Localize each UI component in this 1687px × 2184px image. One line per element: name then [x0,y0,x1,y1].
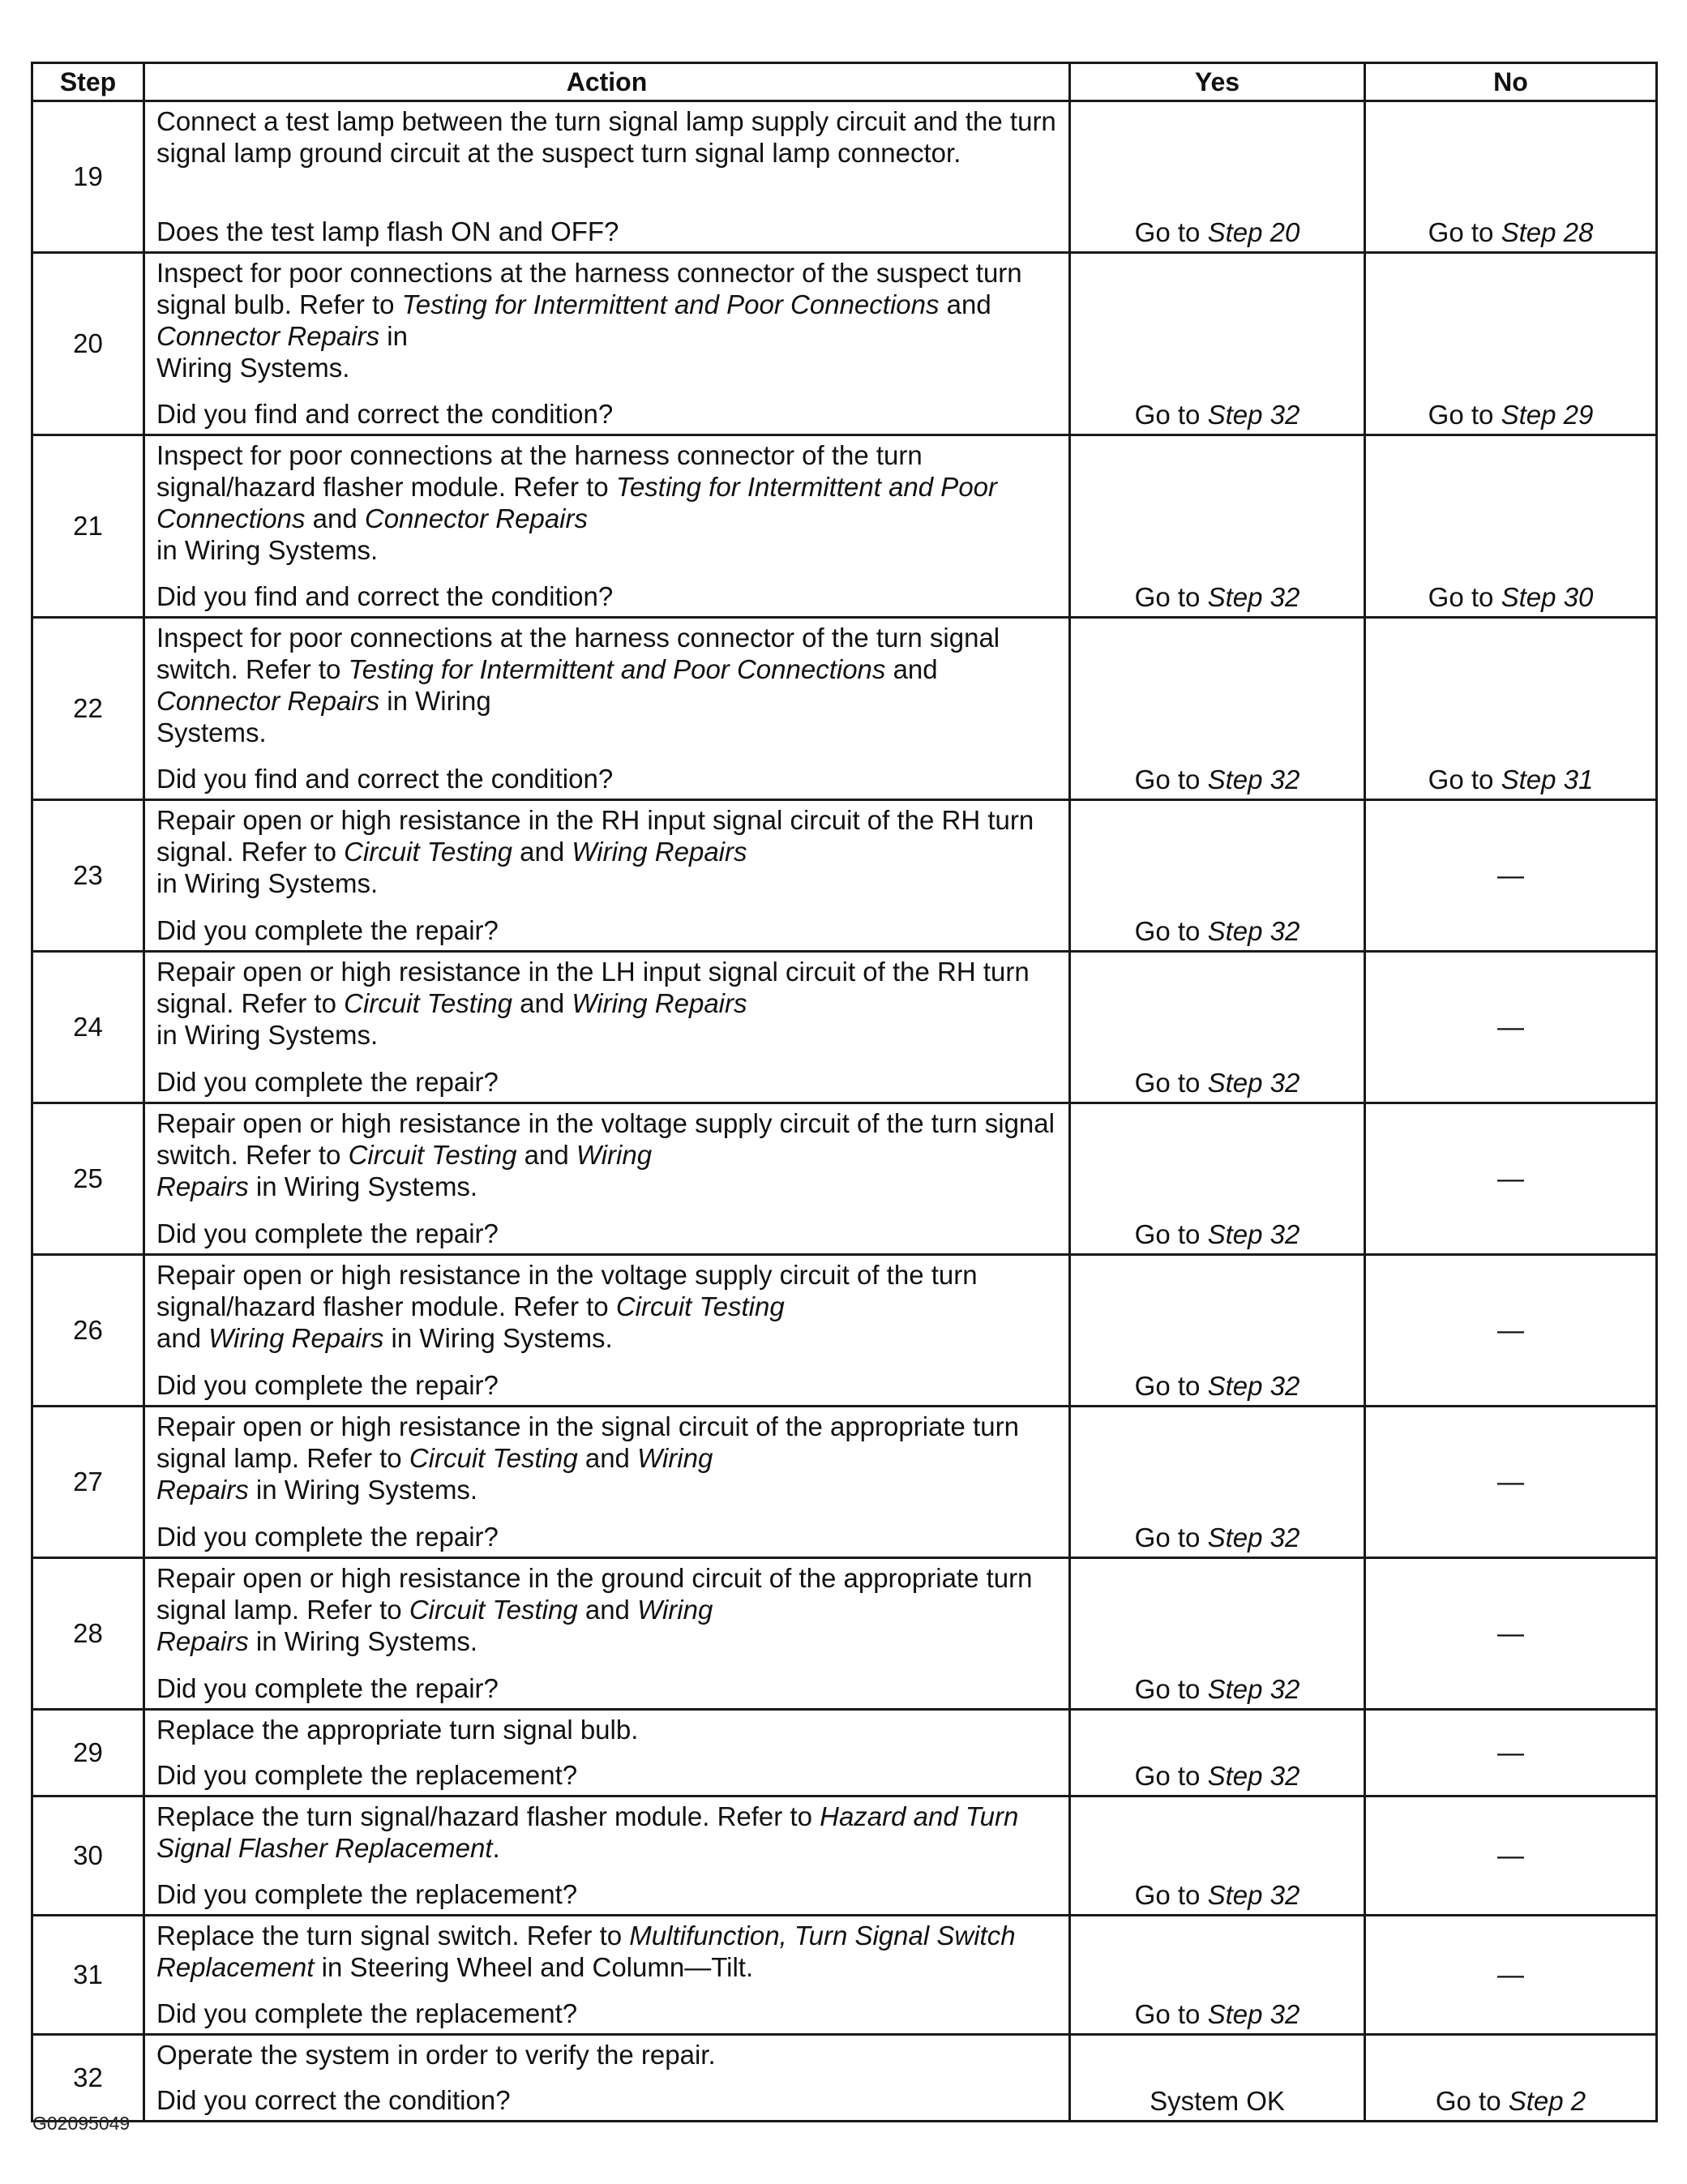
action-question: Did you complete the repair? [156,915,499,945]
no-result [1365,952,1657,1103]
table-row [32,1558,1657,1710]
no-result [1365,1710,1657,1796]
action-cell [144,2035,1070,2122]
yes-prefix: Go to [1134,1674,1201,1704]
yes-result [1070,2035,1365,2122]
yes-result [1070,435,1365,618]
no-prefix: Go to [1428,217,1494,247]
action-question: Does the test lamp flash ON and OFF? [156,216,619,246]
yes-result [1070,800,1365,952]
yes-step-link: Step 32 [1207,1068,1300,1098]
yes-result [1070,1407,1365,1558]
table-row [32,1255,1657,1407]
action-cell [144,618,1070,800]
action-cell [144,1255,1070,1407]
action-question: Did you find and correct the condition? [156,764,614,794]
table-row [32,618,1657,800]
yes-prefix: Go to [1134,1068,1201,1098]
yes-result [1070,1103,1365,1255]
table-row [32,1407,1657,1558]
step-number: 20 [32,253,144,435]
header-no: No [1365,63,1657,101]
action-instruction: Repair open or high resistance in the voltage supply circuit of the turn signal switch. Refer to Circuit Testing and Wiring Repairs in Wiring Systems. [156,1108,1055,1201]
action-question: Did you complete the repair? [156,1522,499,1552]
no-dash: — [1497,1959,1524,1989]
yes-step-link: Step 32 [1207,582,1300,612]
yes-step-link: Step 20 [1207,217,1300,247]
yes-result [1070,1916,1365,2035]
action-question: Did you correct the condition? [156,2085,511,2115]
step-number: 28 [32,1558,144,1710]
figure-id: G02095049 [32,2113,131,2134]
yes-step-link: Step 32 [1207,916,1300,946]
no-result [1365,253,1657,435]
yes-step-link: Step 32 [1207,1674,1300,1704]
yes-prefix: Go to [1134,1999,1201,2029]
action-instruction: Inspect for poor connections at the harness connector of the turn signal/hazard flasher module. Refer to Testing for Intermittent and Poor Connections and Connector Repairs in Wiring Systems. [156,440,998,565]
header-action: Action [144,63,1070,101]
action-instruction: Connect a test lamp between the turn signal lamp supply circuit and the turn signal lamp ground circuit at the suspect turn signal lamp connector. [156,106,1056,168]
no-result [1365,1558,1657,1710]
yes-prefix: Go to [1134,1761,1201,1791]
no-dash: — [1497,860,1524,890]
yes-result [1070,1558,1365,1710]
no-prefix: Go to [1428,400,1494,430]
no-step-link: Step 30 [1501,582,1594,612]
yes-step-link: Step 32 [1207,1761,1300,1791]
action-instruction: Replace the appropriate turn signal bulb. [156,1715,639,1745]
step-number: 26 [32,1255,144,1407]
no-dash: — [1497,1467,1524,1497]
step-number: 30 [32,1796,144,1916]
step-number: 32 [32,2035,144,2122]
action-cell [144,800,1070,952]
yes-result [1070,1710,1365,1796]
yes-result [1070,952,1365,1103]
action-cell [144,1916,1070,2035]
no-result [1365,618,1657,800]
yes-result [1070,253,1365,435]
no-step-link: Step 29 [1501,400,1594,430]
action-question: Did you complete the replacement? [156,1879,578,1909]
no-result [1365,1103,1657,1255]
action-instruction: Repair open or high resistance in the signal circuit of the appropriate turn signal lamp. Refer to Circuit Testing and Wiring Repairs in Wiring Systems. [156,1411,1019,1505]
no-dash: — [1497,1163,1524,1193]
no-dash: — [1497,1840,1524,1870]
action-question: Did you complete the repair? [156,1218,499,1248]
step-number: 29 [32,1710,144,1796]
no-dash: — [1497,1618,1524,1648]
step-number: 19 [32,101,144,253]
no-prefix: Go to [1435,2086,1501,2116]
yes-result [1070,618,1365,800]
no-result [1365,435,1657,618]
action-question: Did you find and correct the condition? [156,581,614,611]
table-row [32,1916,1657,2035]
no-step-link: Step 2 [1508,2086,1586,2116]
step-number: 21 [32,435,144,618]
no-dash: — [1497,1315,1524,1345]
action-cell [144,1407,1070,1558]
action-cell [144,435,1070,618]
no-result [1365,1255,1657,1407]
step-number: 25 [32,1103,144,1255]
action-instruction: Operate the system in order to verify the repair. [156,2040,716,2070]
table-row [32,253,1657,435]
step-number: 27 [32,1407,144,1558]
action-instruction: Repair open or high resistance in the voltage supply circuit of the turn signal/hazard flasher module. Refer to Circuit Testing and Wiring Repairs in Wiring Systems. [156,1260,978,1353]
action-cell [144,1103,1070,1255]
action-question: Did you complete the replacement? [156,1998,578,2028]
action-instruction: Replace the turn signal switch. Refer to Multifunction, Turn Signal Switch Replacement in Steering Wheel and Column—Tilt. [156,1921,1016,1982]
yes-prefix: Go to [1134,582,1201,612]
step-number: 31 [32,1916,144,2035]
action-question: Did you complete the repair? [156,1370,499,1400]
table-header-row [32,63,1657,101]
yes-prefix: Go to [1134,400,1201,430]
header-step: Step [32,63,144,101]
action-question: Did you find and correct the condition? [156,399,614,429]
yes-result [1070,1255,1365,1407]
yes-prefix: Go to [1134,1880,1201,1910]
yes-prefix: Go to [1134,217,1201,247]
table-row [32,435,1657,618]
no-result [1365,1916,1657,2035]
action-instruction: Repair open or high resistance in the RH input signal circuit of the RH turn signal. Refer to Circuit Testing and Wiring Repairs in Wiring Systems. [156,805,1034,898]
no-result [1365,800,1657,952]
action-instruction: Replace the turn signal/hazard flasher module. Refer to Hazard and Turn Signal Flasher Replacement. [156,1801,1019,1863]
yes-step-link: Step 32 [1207,1371,1300,1401]
yes-prefix: Go to [1134,1522,1201,1552]
action-question: Did you complete the repair? [156,1673,499,1703]
action-instruction: Inspect for poor connections at the harness connector of the suspect turn signal bulb. Refer to Testing for Intermittent and Poor Connections and Connector Repairs in Wiring Systems. [156,258,1022,383]
no-result [1365,1796,1657,1916]
action-instruction: Inspect for poor connections at the harness connector of the turn signal switch. Refer to Testing for Intermittent and Poor Connections and Connector Repairs in Wiring Systems. [156,623,1000,747]
yes-prefix: Go to [1134,1219,1201,1249]
action-cell [144,101,1070,253]
yes-step-link: Step 32 [1207,1880,1300,1910]
action-cell [144,1796,1070,1916]
no-step-link: Step 31 [1501,764,1594,794]
header-yes: Yes [1070,63,1365,101]
yes-step-link: Step 32 [1207,764,1300,794]
yes-step-link: Step 32 [1207,1999,1300,2029]
yes-step-link: Step 32 [1207,1522,1300,1552]
yes-step-link: Step 32 [1207,400,1300,430]
yes-prefix: Go to [1134,764,1201,794]
action-question: Did you complete the replacement? [156,1760,578,1790]
no-result [1365,101,1657,253]
step-number: 23 [32,800,144,952]
step-number: 22 [32,618,144,800]
table-body [32,101,1657,2122]
yes-result [1070,101,1365,253]
no-result [1365,2035,1657,2122]
table-row [32,2035,1657,2122]
diagnostic-table [31,62,1658,2122]
no-result [1365,1407,1657,1558]
no-prefix: Go to [1428,764,1494,794]
table-row [32,101,1657,253]
action-question: Did you complete the repair? [156,1067,499,1097]
yes-prefix: Go to [1134,916,1201,946]
yes-step-link: Step 32 [1207,1219,1300,1249]
no-step-link: Step 28 [1501,217,1594,247]
action-cell [144,952,1070,1103]
no-prefix: Go to [1428,582,1494,612]
table-row [32,952,1657,1103]
yes-prefix: Go to [1134,1371,1201,1401]
table-row [32,1103,1657,1255]
action-cell [144,1710,1070,1796]
action-cell [144,253,1070,435]
yes-result [1070,1796,1365,1916]
table-row [32,1796,1657,1916]
no-dash: — [1497,1737,1524,1767]
no-dash: — [1497,1012,1524,1042]
action-instruction: Repair open or high resistance in the LH input signal circuit of the RH turn signal. Refer to Circuit Testing and Wiring Repairs in Wiring Systems. [156,957,1030,1050]
yes-prefix: System OK [1150,2086,1285,2116]
table-row [32,1710,1657,1796]
table-row [32,800,1657,952]
action-cell [144,1558,1070,1710]
action-instruction: Repair open or high resistance in the ground circuit of the appropriate turn signal lamp. Refer to Circuit Testing and Wiring Repairs in Wiring Systems. [156,1563,1033,1656]
step-number: 24 [32,952,144,1103]
